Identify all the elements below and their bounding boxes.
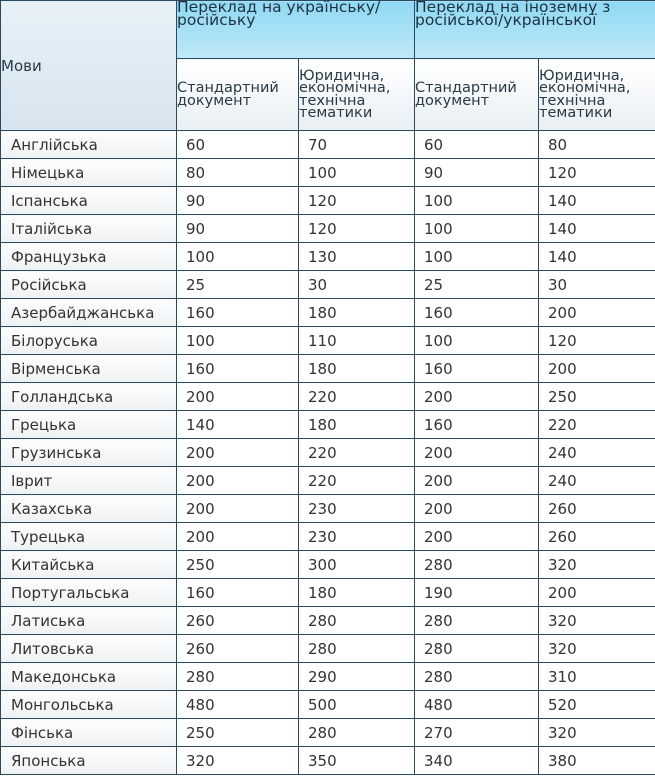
language-cell: Іспанська — [1, 187, 177, 215]
price-standard-ua-cell: 200 — [177, 383, 299, 411]
language-cell: Турецька — [1, 523, 177, 551]
price-special-ua-cell: 120 — [299, 187, 415, 215]
language-cell: Іврит — [1, 467, 177, 495]
price-standard-ua-cell: 160 — [177, 299, 299, 327]
price-special-foreign-cell: 240 — [539, 439, 655, 467]
table-row — [1, 327, 655, 355]
price-standard-foreign-cell: 480 — [415, 691, 539, 719]
price-standard-foreign-cell: 200 — [415, 383, 539, 411]
language-cell: Вірменська — [1, 355, 177, 383]
language-cell: Французька — [1, 243, 177, 271]
col-header-standard-foreign: Стандартний документ — [415, 59, 539, 131]
price-standard-foreign-cell: 25 — [415, 271, 539, 299]
price-standard-foreign-cell: 100 — [415, 215, 539, 243]
price-special-ua-cell: 180 — [299, 411, 415, 439]
price-standard-foreign-cell: 190 — [415, 579, 539, 607]
language-cell: Голландська — [1, 383, 177, 411]
price-special-foreign-cell: 140 — [539, 187, 655, 215]
language-cell: Литовська — [1, 635, 177, 663]
price-standard-ua-cell: 200 — [177, 467, 299, 495]
language-cell: Казахська — [1, 495, 177, 523]
price-standard-ua-cell: 250 — [177, 719, 299, 747]
price-standard-ua-cell: 25 — [177, 271, 299, 299]
price-standard-ua-cell: 480 — [177, 691, 299, 719]
table-header — [1, 1, 655, 131]
price-standard-ua-cell: 90 — [177, 187, 299, 215]
price-special-ua-cell: 110 — [299, 327, 415, 355]
price-special-ua-cell: 100 — [299, 159, 415, 187]
table-row — [1, 691, 655, 719]
price-special-ua-cell: 280 — [299, 719, 415, 747]
language-cell: Німецька — [1, 159, 177, 187]
price-standard-foreign-cell: 280 — [415, 607, 539, 635]
group-header-to-ukrainian: Переклад на українську/ російську — [177, 1, 415, 59]
language-cell: Російська — [1, 271, 177, 299]
table-row — [1, 579, 655, 607]
price-special-ua-cell: 180 — [299, 355, 415, 383]
price-special-foreign-cell: 320 — [539, 635, 655, 663]
table-row — [1, 467, 655, 495]
price-standard-ua-cell: 80 — [177, 159, 299, 187]
price-special-ua-cell: 280 — [299, 635, 415, 663]
table-row — [1, 635, 655, 663]
price-special-ua-cell: 350 — [299, 747, 415, 775]
price-special-ua-cell: 180 — [299, 579, 415, 607]
table-row — [1, 159, 655, 187]
table-row — [1, 747, 655, 775]
table-row — [1, 215, 655, 243]
price-special-foreign-cell: 220 — [539, 411, 655, 439]
price-special-foreign-cell: 320 — [539, 719, 655, 747]
table-row — [1, 439, 655, 467]
table-body — [1, 131, 655, 775]
languages-header: Мови — [1, 1, 177, 131]
price-special-foreign-cell: 320 — [539, 551, 655, 579]
table-row — [1, 271, 655, 299]
language-cell: Грузинська — [1, 439, 177, 467]
price-special-foreign-cell: 260 — [539, 523, 655, 551]
price-standard-foreign-cell: 100 — [415, 243, 539, 271]
price-standard-foreign-cell: 200 — [415, 495, 539, 523]
language-cell: Білоруська — [1, 327, 177, 355]
price-special-foreign-cell: 260 — [539, 495, 655, 523]
price-special-ua-cell: 300 — [299, 551, 415, 579]
price-special-foreign-cell: 320 — [539, 607, 655, 635]
price-standard-ua-cell: 200 — [177, 439, 299, 467]
price-special-foreign-cell: 200 — [539, 355, 655, 383]
price-standard-foreign-cell: 280 — [415, 663, 539, 691]
price-standard-ua-cell: 250 — [177, 551, 299, 579]
table-row — [1, 243, 655, 271]
language-cell: Монгольська — [1, 691, 177, 719]
price-standard-foreign-cell: 280 — [415, 551, 539, 579]
price-standard-foreign-cell: 160 — [415, 411, 539, 439]
header-row-groups — [1, 1, 655, 59]
table-row — [1, 607, 655, 635]
price-special-ua-cell: 220 — [299, 383, 415, 411]
price-standard-ua-cell: 260 — [177, 635, 299, 663]
price-standard-ua-cell: 200 — [177, 495, 299, 523]
col-header-special-foreign: Юридична, економічна, технічна тематики — [539, 59, 655, 131]
price-standard-ua-cell: 280 — [177, 663, 299, 691]
price-standard-ua-cell: 140 — [177, 411, 299, 439]
price-standard-ua-cell: 260 — [177, 607, 299, 635]
price-special-foreign-cell: 520 — [539, 691, 655, 719]
language-cell: Китайська — [1, 551, 177, 579]
price-standard-foreign-cell: 60 — [415, 131, 539, 159]
price-standard-foreign-cell: 280 — [415, 635, 539, 663]
price-special-ua-cell: 130 — [299, 243, 415, 271]
price-special-ua-cell: 70 — [299, 131, 415, 159]
group-header-to-foreign: Переклад на іноземну з російської/української — [415, 1, 655, 59]
language-cell: Латиська — [1, 607, 177, 635]
table-row — [1, 719, 655, 747]
price-special-ua-cell: 180 — [299, 299, 415, 327]
price-special-ua-cell: 120 — [299, 215, 415, 243]
col-header-special-ua: Юридична, економічна, технічна тематики — [299, 59, 415, 131]
price-special-foreign-cell: 140 — [539, 215, 655, 243]
table-row — [1, 551, 655, 579]
price-standard-foreign-cell: 200 — [415, 439, 539, 467]
price-special-foreign-cell: 240 — [539, 467, 655, 495]
table-row — [1, 495, 655, 523]
price-special-ua-cell: 280 — [299, 607, 415, 635]
price-special-foreign-cell: 310 — [539, 663, 655, 691]
price-special-foreign-cell: 250 — [539, 383, 655, 411]
price-standard-foreign-cell: 200 — [415, 523, 539, 551]
table-row — [1, 383, 655, 411]
price-special-foreign-cell: 80 — [539, 131, 655, 159]
price-special-foreign-cell: 120 — [539, 159, 655, 187]
price-standard-foreign-cell: 90 — [415, 159, 539, 187]
price-standard-foreign-cell: 160 — [415, 355, 539, 383]
price-standard-foreign-cell: 100 — [415, 327, 539, 355]
price-standard-ua-cell: 160 — [177, 579, 299, 607]
price-special-foreign-cell: 200 — [539, 299, 655, 327]
language-cell: Японська — [1, 747, 177, 775]
language-cell: Португальська — [1, 579, 177, 607]
price-special-foreign-cell: 30 — [539, 271, 655, 299]
language-cell: Італійська — [1, 215, 177, 243]
table-row — [1, 663, 655, 691]
price-special-ua-cell: 230 — [299, 495, 415, 523]
price-special-ua-cell: 290 — [299, 663, 415, 691]
price-special-ua-cell: 230 — [299, 523, 415, 551]
table-row — [1, 523, 655, 551]
table-row — [1, 187, 655, 215]
table-row — [1, 355, 655, 383]
table-row — [1, 299, 655, 327]
language-cell: Грецька — [1, 411, 177, 439]
col-header-standard-ua: Стандартний документ — [177, 59, 299, 131]
price-standard-foreign-cell: 160 — [415, 299, 539, 327]
price-special-foreign-cell: 200 — [539, 579, 655, 607]
language-cell: Англійська — [1, 131, 177, 159]
language-cell: Македонська — [1, 663, 177, 691]
price-special-foreign-cell: 380 — [539, 747, 655, 775]
language-cell: Азербайджанська — [1, 299, 177, 327]
price-standard-ua-cell: 200 — [177, 523, 299, 551]
price-standard-ua-cell: 100 — [177, 327, 299, 355]
price-standard-foreign-cell: 200 — [415, 467, 539, 495]
price-standard-ua-cell: 100 — [177, 243, 299, 271]
price-standard-foreign-cell: 100 — [415, 187, 539, 215]
price-special-ua-cell: 500 — [299, 691, 415, 719]
price-standard-ua-cell: 90 — [177, 215, 299, 243]
price-standard-ua-cell: 160 — [177, 355, 299, 383]
price-special-foreign-cell: 140 — [539, 243, 655, 271]
price-special-ua-cell: 220 — [299, 467, 415, 495]
table-row — [1, 131, 655, 159]
language-cell: Фінська — [1, 719, 177, 747]
price-special-ua-cell: 30 — [299, 271, 415, 299]
price-standard-ua-cell: 60 — [177, 131, 299, 159]
price-standard-foreign-cell: 340 — [415, 747, 539, 775]
price-standard-ua-cell: 320 — [177, 747, 299, 775]
price-standard-foreign-cell: 270 — [415, 719, 539, 747]
price-special-foreign-cell: 120 — [539, 327, 655, 355]
price-special-ua-cell: 220 — [299, 439, 415, 467]
table-row — [1, 411, 655, 439]
